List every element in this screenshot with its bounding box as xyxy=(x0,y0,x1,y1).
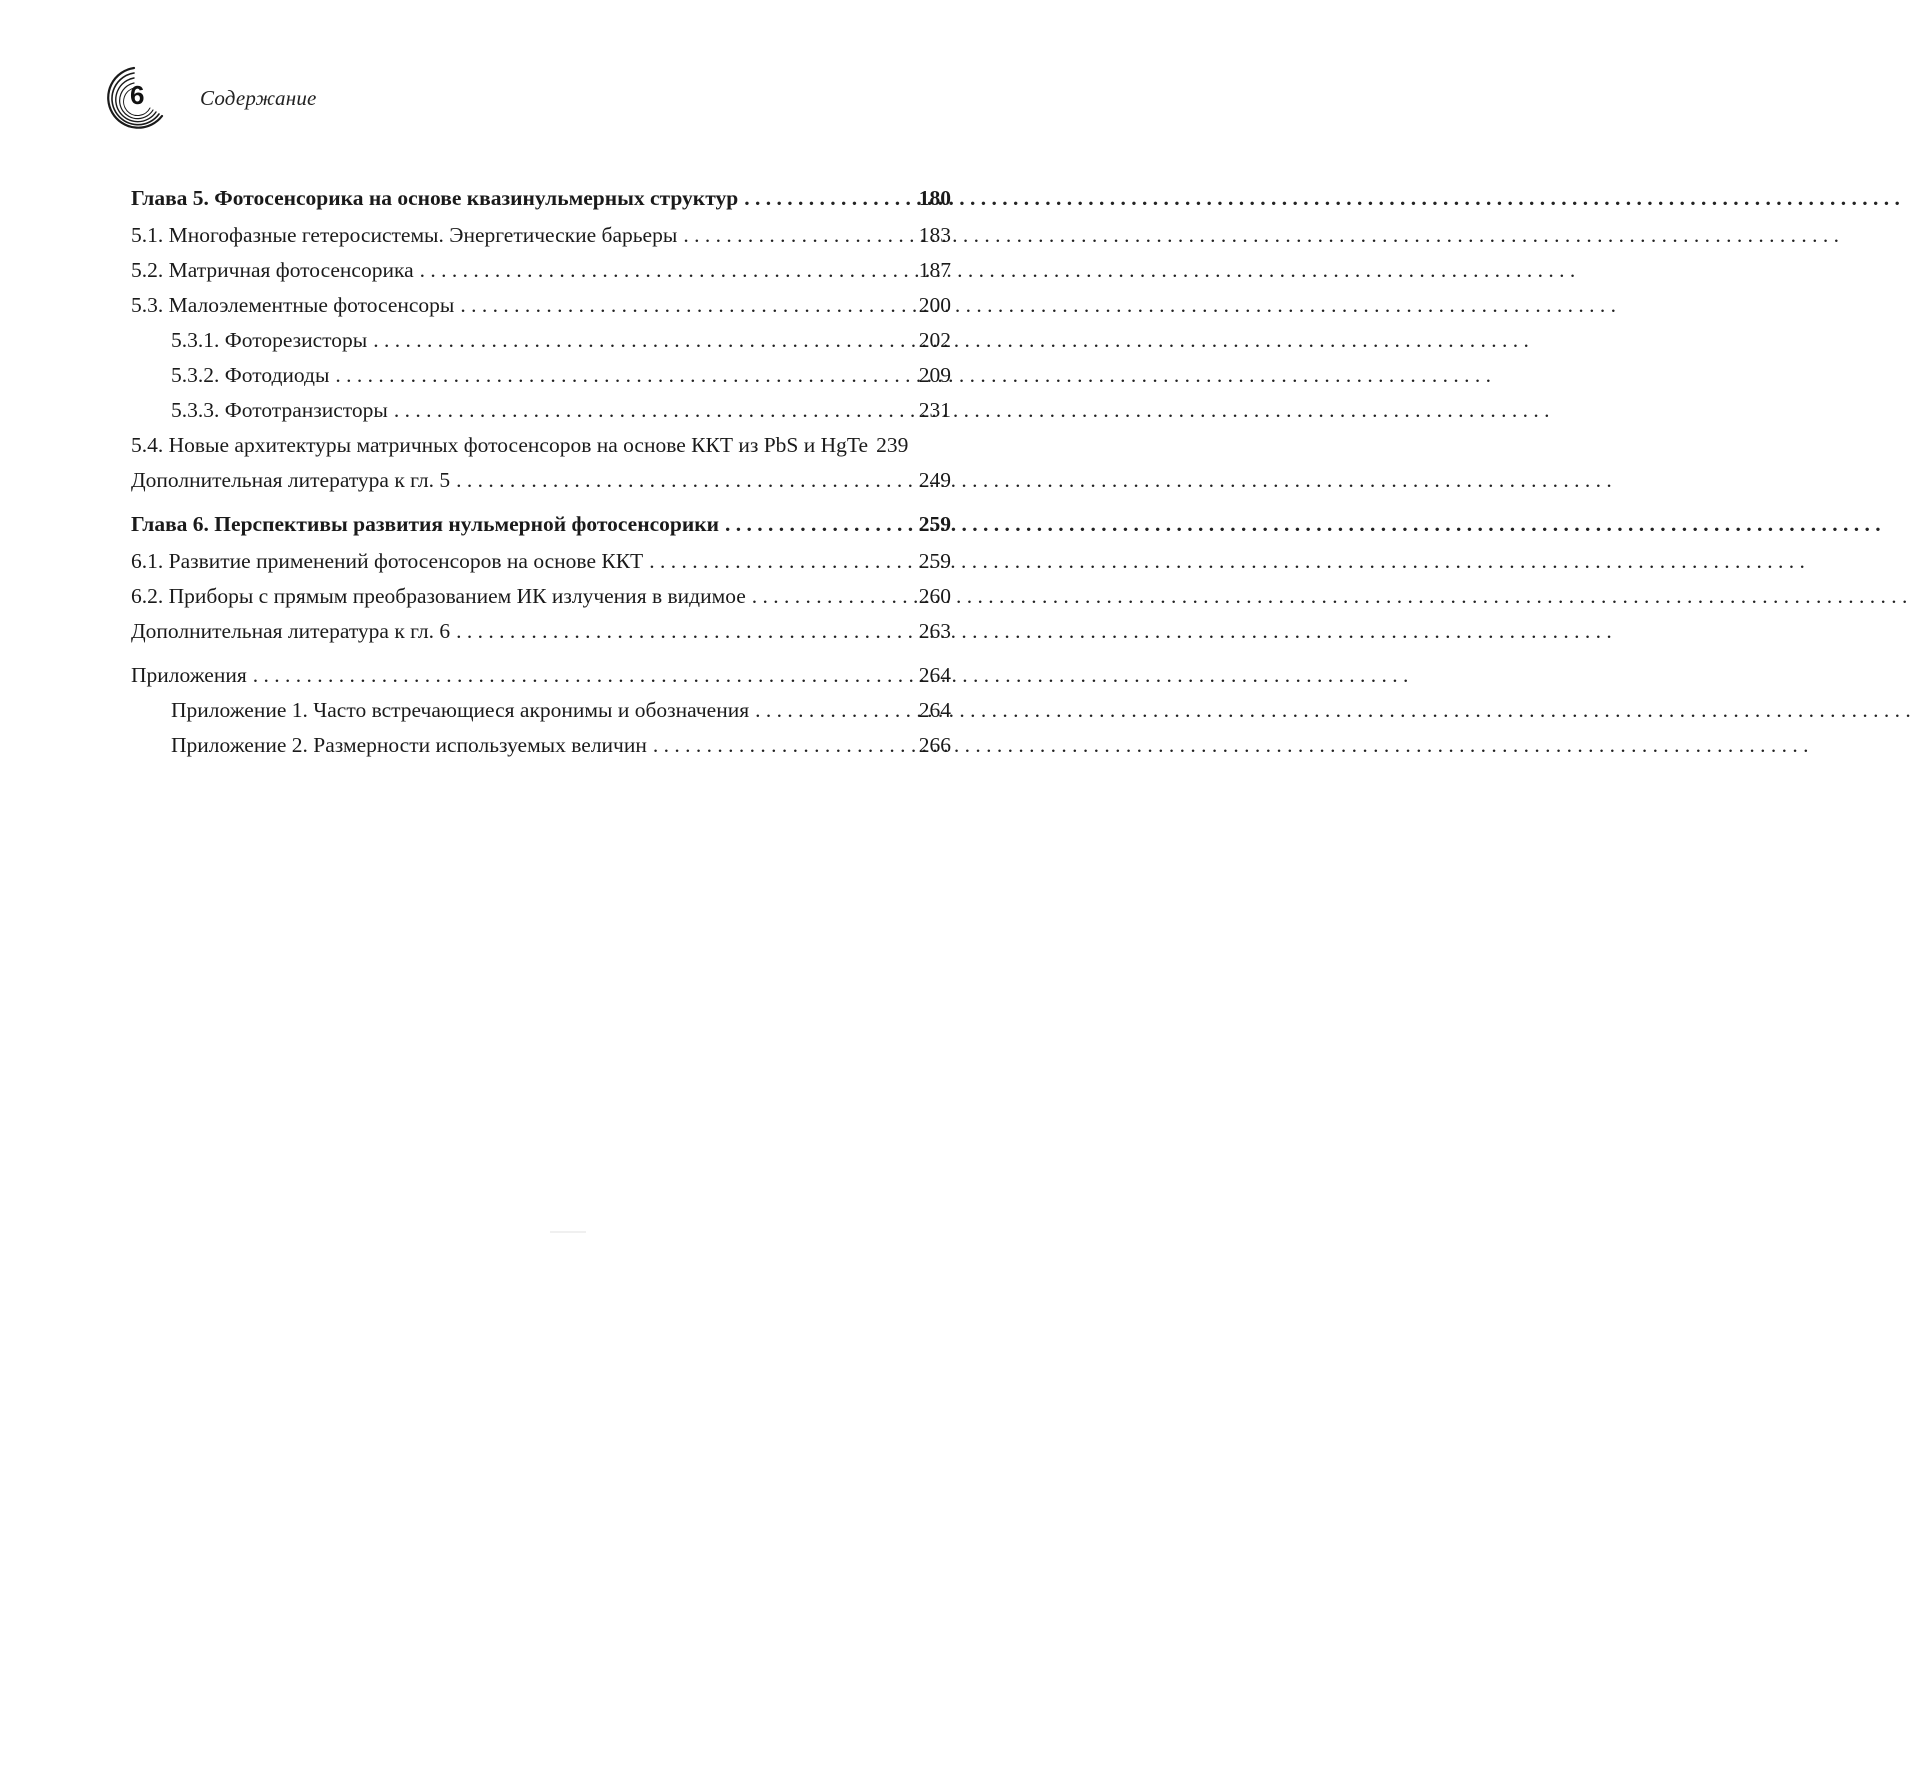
toc-entry-references-5[interactable] xyxy=(131,468,951,492)
toc-entry-title: Глава 5. Фотосенсорика на основе квазинульмерных структур xyxy=(131,186,739,210)
toc-entry-appendix-1[interactable] xyxy=(131,698,951,722)
toc-entry-page: 180 xyxy=(918,186,951,210)
toc-entry-appendices[interactable] xyxy=(131,663,951,687)
toc-entry-references-6[interactable] xyxy=(131,619,951,643)
toc-entry-6-1[interactable] xyxy=(131,549,951,573)
toc-entry-page: 264 xyxy=(918,698,951,722)
toc-entry-5-2[interactable] xyxy=(131,258,951,282)
toc-entry-title: 5.3. Малоэлементные фотосенсоры xyxy=(131,293,455,317)
toc-entry-title: 5.3.2. Фотодиоды xyxy=(171,363,330,387)
dot-leader xyxy=(373,328,914,352)
toc-entry-5-3[interactable] xyxy=(131,293,951,317)
toc-entry-title: 5.4. Новые архитектуры матричных фотосенсоров на основе ККТ из PbS и HgTe xyxy=(131,433,869,457)
toc-entry-title: 5.3.1. Фоторезисторы xyxy=(171,328,368,352)
dot-leader xyxy=(420,258,914,282)
dot-leader xyxy=(394,398,914,422)
dot-leader xyxy=(460,293,913,317)
dot-leader xyxy=(253,663,914,687)
toc-entry-6-2[interactable] xyxy=(131,584,951,608)
toc-entry-page: 259 xyxy=(918,549,951,573)
dot-leader xyxy=(752,584,914,608)
page-header xyxy=(104,64,504,144)
toc-entry-page: 200 xyxy=(918,293,951,317)
page-number-emblem xyxy=(104,64,168,140)
toc-entry-5-1[interactable] xyxy=(131,223,951,247)
toc-entry-chapter-6[interactable] xyxy=(131,512,951,536)
toc-entry-title: 5.1. Многофазные гетеросистемы. Энергетические барьеры xyxy=(131,223,678,247)
toc-entry-page: 202 xyxy=(918,328,951,352)
dot-leader xyxy=(725,512,914,536)
toc-entry-title: Дополнительная литература к гл. 6 xyxy=(131,619,451,643)
dot-leader xyxy=(683,223,913,247)
dot-leader xyxy=(653,733,914,757)
dot-leader xyxy=(335,363,913,387)
toc-entry-page: 183 xyxy=(918,223,951,247)
toc-entry-page: 239 xyxy=(876,433,909,457)
toc-entry-page: 259 xyxy=(918,512,951,536)
toc-entry-title: Приложения xyxy=(131,663,247,687)
toc-entry-title: Дополнительная литература к гл. 5 xyxy=(131,468,451,492)
dot-leader xyxy=(456,619,914,643)
toc-entry-page: 266 xyxy=(918,733,951,757)
toc-entry-page: 231 xyxy=(918,398,951,422)
dot-leader xyxy=(649,549,914,573)
toc-entry-5-4[interactable] xyxy=(131,433,951,457)
dot-leader xyxy=(744,186,914,210)
toc-entry-page: 260 xyxy=(918,584,951,608)
table-of-contents xyxy=(131,186,951,757)
toc-entry-page: 209 xyxy=(918,363,951,387)
toc-entry-title: 5.2. Матричная фотосенсорика xyxy=(131,258,414,282)
toc-entry-page: 264 xyxy=(918,663,951,687)
toc-entry-5-3-1[interactable] xyxy=(131,328,951,352)
toc-entry-5-3-3[interactable] xyxy=(131,398,951,422)
dot-leader xyxy=(755,698,914,722)
toc-entry-title: 5.3.3. Фототранзисторы xyxy=(171,398,388,422)
toc-entry-title: 6.1. Развитие применений фотосенсоров на основе ККТ xyxy=(131,549,644,573)
toc-entry-chapter-5[interactable] xyxy=(131,186,951,210)
toc-entry-page: 263 xyxy=(918,619,951,643)
running-title: Содержание xyxy=(200,86,317,110)
toc-entry-page: 187 xyxy=(918,258,951,282)
toc-entry-title: 6.2. Приборы с прямым преобразованием ИК излучения в видимое xyxy=(131,584,746,608)
toc-entry-page: 249 xyxy=(918,468,951,492)
toc-entry-title: Приложение 1. Часто встречающиеся акронимы и обозначения xyxy=(171,698,750,722)
dot-leader xyxy=(456,468,914,492)
toc-entry-title: Приложение 2. Размерности используемых величин xyxy=(171,733,647,757)
page-number: 6 xyxy=(130,80,145,110)
toc-entry-5-3-2[interactable] xyxy=(131,363,951,387)
scan-artifact xyxy=(550,1231,586,1233)
toc-entry-appendix-2[interactable] xyxy=(131,733,951,757)
toc-entry-title: Глава 6. Перспективы развития нульмерной фотосенсорики xyxy=(131,512,720,536)
